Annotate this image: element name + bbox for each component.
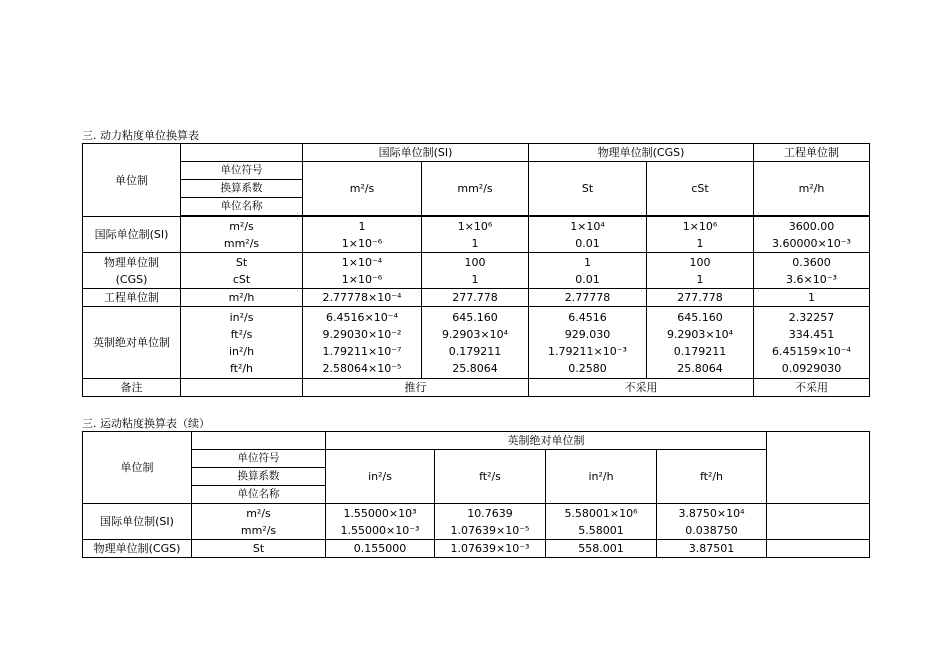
unit-cst: cSt xyxy=(232,272,251,286)
empty-header-cell xyxy=(192,432,326,450)
value-cell: 558.001 xyxy=(546,540,657,558)
imp-col3 xyxy=(529,307,647,379)
col-unit-cst: cSt xyxy=(647,162,754,216)
unit-system-header: 单位制 xyxy=(83,144,181,217)
value-cell: 5.58001×10⁶ xyxy=(564,506,638,520)
value-cell: 334.451 xyxy=(788,327,835,341)
cgs-col1 xyxy=(303,253,422,289)
value-cell: 6.4516 xyxy=(568,310,607,324)
value-cell: 1×10⁴ xyxy=(570,219,605,233)
imp-col1 xyxy=(303,307,422,379)
value-cell: 3.8750×10⁴ xyxy=(678,506,745,520)
value-cell: 1.07639×10⁻³ xyxy=(435,540,546,558)
value-cell: 277.778 xyxy=(647,289,754,307)
si-col1 xyxy=(303,217,422,253)
si-col3 xyxy=(546,504,657,540)
value-cell: 100 xyxy=(464,255,486,269)
value-cell: 0.038750 xyxy=(685,523,738,537)
cgs-group-label xyxy=(83,253,181,289)
value-cell: 929.030 xyxy=(564,327,611,341)
value-cell: 0.2580 xyxy=(568,361,607,375)
value-cell: 6.4516×10⁻⁴ xyxy=(326,310,398,324)
value-cell: 0.179211 xyxy=(448,344,502,358)
unit-ft2h: ft²/h xyxy=(229,361,254,375)
col-unit-m2s: m²/s xyxy=(303,162,422,216)
unit-mm2s: mm²/s xyxy=(223,236,260,250)
value-cell: 3.87501 xyxy=(657,540,767,558)
unit-system-header: 单位制 xyxy=(83,432,192,504)
imp-col2 xyxy=(422,307,529,379)
col-unit-in2s: in²/s xyxy=(326,450,435,504)
col-unit-in2h: in²/h xyxy=(546,450,657,504)
value-cell: 6.45159×10⁻⁴ xyxy=(772,344,851,358)
remarks-si: 推行 xyxy=(303,379,529,397)
value-cell: 0.0929030 xyxy=(781,361,842,375)
unit-st: St xyxy=(192,540,326,558)
value-cell: 5.58001 xyxy=(578,523,624,537)
value-cell: 1×10⁻⁴ xyxy=(341,255,383,269)
cgs-col2 xyxy=(422,253,529,289)
value-cell: 3600.00 xyxy=(788,219,835,233)
value-cell: 0.179211 xyxy=(673,344,727,358)
cgs-label-line1: 物理单位制 xyxy=(104,255,159,269)
unit-ft2s: ft²/s xyxy=(230,327,253,341)
si-group-label: 国际单位制(SI) xyxy=(83,217,181,253)
unit-name-label: 单位名称 xyxy=(181,198,303,216)
unit-symbol-label: 单位符号 xyxy=(181,162,303,180)
imp-col4 xyxy=(647,307,754,379)
col-unit-mm2s: mm²/s xyxy=(422,162,529,216)
imp-header: 英制绝对单位制 xyxy=(326,432,767,450)
imp-units xyxy=(181,307,303,379)
value-cell: 1 xyxy=(471,272,479,286)
eng-header: 工程单位制 xyxy=(754,144,870,162)
value-cell: 277.778 xyxy=(422,289,529,307)
value-cell: 25.8064 xyxy=(452,361,498,375)
unit-m2h: m²/h xyxy=(181,289,303,307)
value-cell: 3.6×10⁻³ xyxy=(786,272,837,286)
value-cell: 1×10⁶ xyxy=(457,219,493,233)
value-cell: 2.77778 xyxy=(529,289,647,307)
value-cell: 1.55000×10⁻³ xyxy=(340,523,420,537)
empty-cell xyxy=(767,450,870,504)
value-cell: 2.58064×10⁻⁵ xyxy=(322,361,402,375)
value-cell: 9.29030×10⁻² xyxy=(322,327,402,341)
si-col4 xyxy=(657,504,767,540)
kinematic-viscosity-table xyxy=(82,431,870,558)
conversion-factor-label: 换算系数 xyxy=(192,468,326,486)
conversion-factor-label: 换算系数 xyxy=(181,180,303,198)
value-cell: 645.160 xyxy=(452,310,498,324)
value-cell: 1 xyxy=(696,272,704,286)
si-col2 xyxy=(422,217,529,253)
col-unit-ft2h: ft²/h xyxy=(657,450,767,504)
value-cell: 10.7639 xyxy=(467,506,513,520)
empty-cell xyxy=(767,504,870,540)
value-cell: 1 xyxy=(584,255,591,269)
value-cell: 1.79211×10⁻³ xyxy=(548,344,627,358)
value-cell: 1 xyxy=(754,289,870,307)
value-cell: 1 xyxy=(696,236,704,250)
table2-title: 三. 运动粘度换算表（续） xyxy=(82,417,210,430)
value-cell: 9.2903×10⁴ xyxy=(441,327,509,341)
cgs-row-label: 物理单位制(CGS) xyxy=(83,540,192,558)
value-cell: 645.160 xyxy=(677,310,723,324)
cgs-col4 xyxy=(647,253,754,289)
remarks-label: 备注 xyxy=(83,379,181,397)
unit-m2s: m²/s xyxy=(246,506,271,520)
unit-name-label: 单位名称 xyxy=(192,486,326,504)
imp-group-label: 英制绝对单位制 xyxy=(83,307,181,379)
remarks-empty xyxy=(181,379,303,397)
si-col3 xyxy=(529,217,647,253)
si-units xyxy=(181,217,303,253)
table1-title: 三. 动力粘度单位换算表 xyxy=(82,129,199,142)
value-cell: 9.2903×10⁴ xyxy=(666,327,734,341)
eng-group-label: 工程单位制 xyxy=(83,289,181,307)
value-cell: 25.8064 xyxy=(677,361,723,375)
si-col2 xyxy=(435,504,546,540)
value-cell: 1.79211×10⁻⁷ xyxy=(322,344,402,358)
cgs-label-line2: (CGS) xyxy=(115,272,148,286)
si-units xyxy=(192,504,326,540)
unit-mm2s: mm²/s xyxy=(240,523,277,537)
value-cell: 0.3600 xyxy=(792,255,831,269)
value-cell: 1 xyxy=(358,219,366,233)
value-cell: 3.60000×10⁻³ xyxy=(772,236,851,250)
value-cell: 0.155000 xyxy=(326,540,435,558)
dynamic-viscosity-table xyxy=(82,143,870,397)
value-cell: 1.55000×10³ xyxy=(343,506,417,520)
unit-st: St xyxy=(235,255,248,269)
remarks-eng: 不采用 xyxy=(754,379,870,397)
unit-symbol-label: 单位符号 xyxy=(192,450,326,468)
si-group-label: 国际单位制(SI) xyxy=(83,504,192,540)
cgs-col3 xyxy=(529,253,647,289)
empty-header-cell xyxy=(181,144,303,162)
si-col4 xyxy=(647,217,754,253)
cgs-units xyxy=(181,253,303,289)
si-col5 xyxy=(754,217,870,253)
empty-cell xyxy=(767,540,870,558)
value-cell: 1×10⁻⁶ xyxy=(341,272,383,286)
value-cell: 2.32257 xyxy=(788,310,835,324)
col-unit-ft2s: ft²/s xyxy=(435,450,546,504)
value-cell: 100 xyxy=(689,255,711,269)
col-unit-st: St xyxy=(529,162,647,216)
cgs-col5 xyxy=(754,253,870,289)
value-cell: 1 xyxy=(471,236,479,250)
col-unit-m2h: m²/h xyxy=(754,162,870,216)
unit-m2s: m²/s xyxy=(229,219,254,233)
value-cell: 0.01 xyxy=(575,236,600,250)
remarks-cgs: 不采用 xyxy=(529,379,754,397)
value-cell: 2.77778×10⁻⁴ xyxy=(303,289,422,307)
unit-in2h: in²/h xyxy=(228,344,255,358)
imp-col5 xyxy=(754,307,870,379)
value-cell: 1×10⁶ xyxy=(682,219,718,233)
empty-header-cell xyxy=(767,432,870,450)
value-cell: 0.01 xyxy=(575,272,600,286)
value-cell: 1.07639×10⁻⁵ xyxy=(450,523,530,537)
value-cell: 1×10⁻⁶ xyxy=(341,236,383,250)
cgs-header: 物理单位制(CGS) xyxy=(529,144,754,162)
si-header: 国际单位制(SI) xyxy=(303,144,529,162)
si-col1 xyxy=(326,504,435,540)
unit-in2s: in²/s xyxy=(229,310,254,324)
